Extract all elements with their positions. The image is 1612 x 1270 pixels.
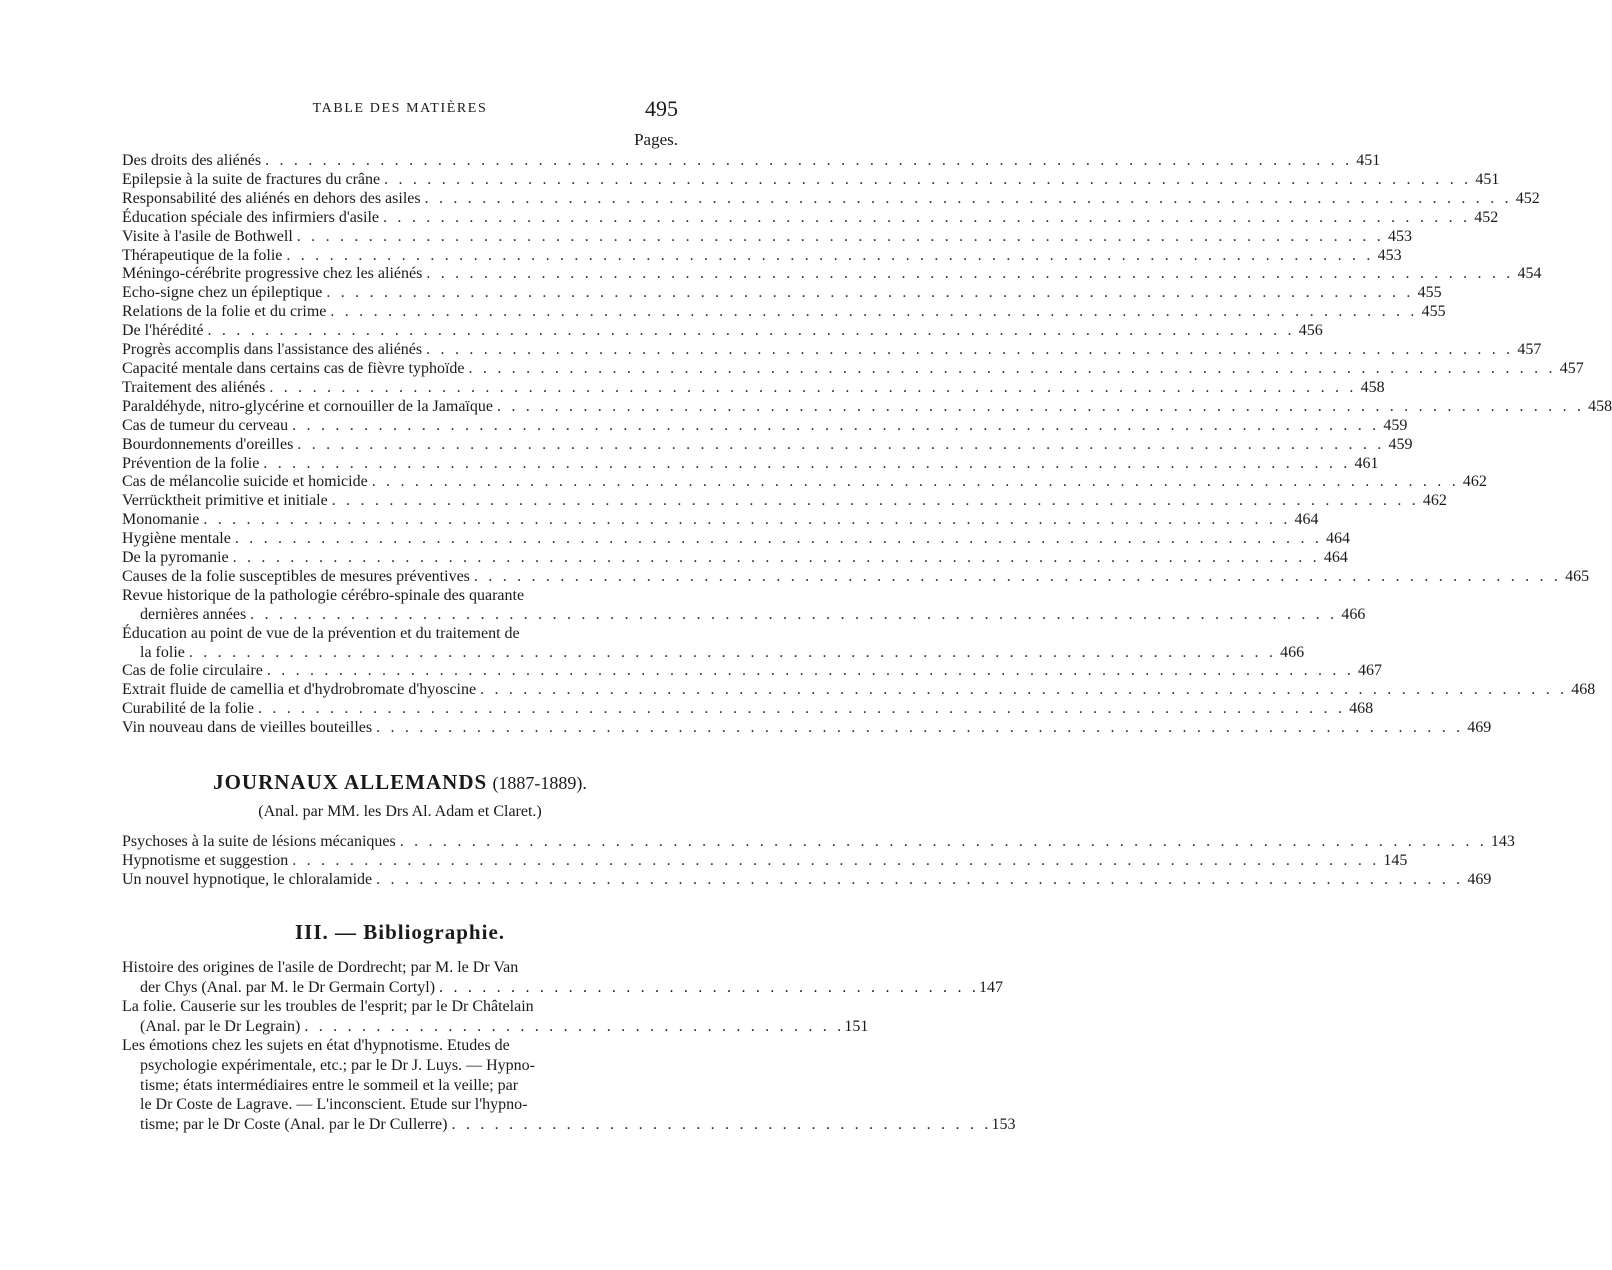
entry-title: Extrait fluide de camellia et d'hydrobromate d'hyoscine	[122, 681, 477, 699]
toc-entry	[122, 851, 1408, 871]
toc-entry	[122, 833, 1515, 852]
bibliography-list	[122, 958, 1016, 1134]
toc-entry	[122, 567, 1590, 587]
entry-page: 458	[1588, 397, 1612, 415]
entry-title-cont: la folie	[140, 643, 185, 661]
entry-text-line: Les émotions chez les sujets en état d'hypnotisme. Etudes de	[122, 1037, 510, 1055]
toc-entry	[122, 341, 1542, 360]
running-head	[122, 96, 678, 120]
toc-entry	[122, 511, 1319, 530]
leader-dots	[254, 700, 1345, 719]
entry-page: 451	[1356, 152, 1381, 169]
entry-title: Thérapeutique de la folie	[122, 246, 283, 264]
entry-title: Hygiène mentale	[122, 530, 231, 548]
entry-title: Méningo-cérébrite progressive chez les aliénés	[122, 265, 423, 283]
entry-text-line: psychologie expérimentale, etc.; par le Dr J. Luys. — Hypno-	[140, 1056, 535, 1074]
entry-text-line: tisme; états intermédiaires entre le sommeil et la veille; par	[140, 1076, 519, 1094]
entry-title-cont: der Chys (Anal. par M. le Dr Germain Cortyl)	[140, 978, 436, 996]
leader-dots	[435, 978, 979, 998]
entry-page: 464	[1294, 511, 1319, 529]
leader-dots	[229, 549, 1320, 568]
entry-text-line: Histoire des origines de l'asile de Dordrecht; par M. le Dr Van	[122, 959, 519, 976]
leader-dots	[380, 171, 1471, 190]
entry-title: Psychoses à la suite de lésions mécaniques	[122, 833, 396, 850]
toc-entry	[122, 322, 1323, 341]
toc-entry	[122, 397, 1612, 417]
section-subtitle: (Anal. par MM. les Drs Al. Adam et Claret.)	[258, 803, 542, 820]
toc-entry	[122, 359, 1584, 379]
entry-title: Bourdonnements d'oreilles	[122, 435, 294, 453]
toc-entry-continuation	[122, 643, 1305, 663]
entry-title: Cas de folie circulaire	[122, 662, 263, 680]
entry-page: 147	[979, 978, 1004, 996]
toc-entry	[122, 700, 1374, 719]
entry-title: De l'hérédité	[122, 322, 204, 340]
entry-last-line	[122, 1017, 869, 1037]
entry-page: 143	[1490, 833, 1515, 850]
entry-title: Visite à l'asile de Bothwell	[122, 227, 293, 245]
entry-page: 469	[1467, 719, 1492, 737]
entry-title: Progrès accomplis dans l'assistance des aliénés	[122, 341, 423, 359]
entry-title-line: Éducation au point de vue de la prévention et du traitement de	[122, 624, 520, 642]
entry-page: 452	[1474, 208, 1499, 226]
entry-page: 455	[1417, 284, 1442, 302]
entry-title: Hypnotisme et suggestion	[122, 851, 289, 869]
entry-title-cont: (Anal. par le Dr Legrain)	[140, 1017, 301, 1035]
leader-dots	[322, 284, 1413, 303]
toc-entry	[122, 416, 1408, 436]
bibliography-entry	[122, 997, 869, 1036]
toc-entry	[122, 189, 1540, 209]
entry-title: Vin nouveau dans de vieilles bouteilles	[122, 719, 373, 737]
entry-page: 465	[1565, 567, 1590, 585]
entry-title: Paraldéhyde, nitro-glycérine et cornouiller de la Jamaïque	[122, 397, 493, 415]
leader-dots	[231, 530, 1322, 549]
pages-column-label: Pages.	[634, 130, 678, 149]
entry-title: Relations de la folie et du crime	[122, 303, 327, 321]
leader-dots	[246, 606, 1337, 625]
entry-title: Echo-signe chez un épileptique	[122, 284, 323, 302]
leader-dots	[293, 436, 1384, 455]
entry-page: 466	[1341, 605, 1366, 623]
leader-dots	[326, 303, 1417, 322]
entry-title: Epilepsie à la suite de fractures du crâne	[122, 170, 381, 188]
entry-page: 452	[1515, 189, 1540, 207]
entry-page: 459	[1383, 416, 1408, 434]
bibliography-entry	[122, 1036, 1016, 1134]
leader-dots	[288, 852, 1379, 871]
entry-title-line: Revue historique de la pathologie cérébro-spinale des quarante	[122, 586, 525, 604]
leader-dots	[379, 209, 1470, 228]
entry-last-line	[122, 978, 1004, 998]
leader-dots	[199, 511, 1290, 530]
entry-title: Prévention de la folie	[122, 454, 260, 472]
toc-entry	[122, 227, 1412, 247]
leader-dots	[259, 455, 1350, 474]
toc-entry	[122, 473, 1487, 492]
toc-entry	[122, 662, 1383, 681]
entry-page: 469	[1467, 870, 1492, 888]
leader-dots	[368, 473, 1459, 492]
entry-page: 466	[1280, 643, 1305, 661]
leader-dots	[465, 360, 1556, 379]
entry-page: 462	[1422, 492, 1447, 510]
entry-title: Causes de la folie susceptibles de mesures préventives	[122, 567, 470, 585]
leader-dots	[300, 1017, 844, 1037]
entry-page: 153	[991, 1115, 1016, 1133]
section-years: (1887-1889).	[492, 773, 587, 793]
entry-page: 467	[1358, 662, 1383, 680]
entry-page: 454	[1517, 265, 1542, 283]
toc-entry-multiline	[122, 624, 1305, 663]
entry-title-cont: dernières années	[140, 605, 247, 623]
toc-entry	[122, 303, 1446, 322]
entry-page: 453	[1377, 246, 1402, 264]
entry-title: Curabilité de la folie	[122, 700, 254, 718]
entry-title-cont: tisme; par le Dr Coste (Anal. par le Dr Cullerre)	[140, 1115, 448, 1133]
leader-dots	[328, 492, 1419, 511]
toc-entry	[122, 530, 1351, 549]
entry-title: Verrücktheit primitive et initiale	[122, 492, 328, 510]
leader-dots	[476, 681, 1567, 700]
leader-dots	[372, 719, 1463, 738]
toc-entry	[122, 681, 1596, 700]
toc-entry	[122, 208, 1499, 228]
entry-text-line: le Dr Coste de Lagrave. — L'inconscient. Etude sur l'hypno-	[140, 1096, 528, 1114]
toc-entry-multiline	[122, 586, 1366, 625]
entry-title: De la pyromanie	[122, 549, 229, 567]
entry-page: 453	[1387, 227, 1412, 245]
entry-title: Un nouvel hypnotique, le chloralamide	[122, 870, 373, 888]
leader-dots	[372, 871, 1463, 890]
leader-dots	[293, 228, 1384, 247]
entry-page: 456	[1298, 322, 1323, 340]
section-heading-bibliographie: III. — Bibliographie.	[294, 920, 506, 944]
entry-last-line	[122, 1115, 1016, 1135]
entry-page: 458	[1360, 378, 1385, 396]
leader-dots	[263, 662, 1354, 681]
entry-page: 151	[844, 1017, 869, 1035]
entry-title: Des droits des aliénés	[122, 152, 262, 169]
toc-entry	[122, 170, 1500, 190]
toc-list-english	[122, 152, 1612, 738]
entry-title: Monomanie	[122, 511, 200, 529]
toc-entry	[122, 719, 1492, 738]
entry-page: 457	[1517, 341, 1542, 359]
toc-entry	[122, 265, 1542, 284]
entry-title: Capacité mentale dans certains cas de fièvre typhoïde	[122, 359, 465, 377]
entry-page: 461	[1354, 454, 1379, 472]
toc-entry	[122, 870, 1492, 890]
entry-title: Responsabilité des aliénés en dehors des asiles	[122, 189, 421, 207]
toc-entry	[122, 492, 1447, 511]
entry-text-line: La folie. Causerie sur les troubles de l'esprit; par le Dr Châtelain	[122, 998, 534, 1016]
entry-page: 468	[1571, 681, 1596, 699]
toc-entry-continuation	[122, 605, 1366, 625]
toc-entry	[122, 378, 1385, 398]
leader-dots	[185, 644, 1276, 663]
entry-page: 459	[1388, 435, 1413, 453]
leader-dots	[470, 568, 1561, 587]
leader-dots	[261, 152, 1352, 171]
entry-title: Cas de mélancolie suicide et homicide	[122, 473, 368, 491]
entry-page: 462	[1462, 473, 1487, 491]
toc-list-german	[122, 833, 1515, 890]
section-title: JOURNAUX ALLEMANDS	[213, 770, 488, 794]
leader-dots	[493, 398, 1584, 417]
entry-page: 457	[1559, 359, 1584, 377]
entry-title: Cas de tumeur du cerveau	[122, 416, 289, 434]
leader-dots	[396, 833, 1487, 852]
entry-title: Éducation spéciale des infirmiers d'asile	[122, 208, 380, 226]
toc-entry	[122, 454, 1379, 474]
leader-dots	[282, 247, 1373, 266]
entry-page: 464	[1326, 530, 1351, 548]
section-heading-journaux-allemands	[122, 770, 678, 795]
leader-dots	[447, 1115, 991, 1135]
entry-page: 468	[1349, 700, 1374, 718]
toc-entry	[122, 435, 1413, 455]
leader-dots	[422, 341, 1513, 360]
leader-dots	[422, 265, 1513, 284]
entry-page: 464	[1323, 549, 1348, 567]
leader-dots	[204, 322, 1295, 341]
entry-page: 455	[1421, 303, 1446, 321]
leader-dots	[265, 379, 1356, 398]
header-title: TABLE DES MATIÈRES	[312, 101, 488, 116]
page-number: 495	[645, 96, 678, 121]
toc-entry	[122, 152, 1381, 171]
toc-entry	[122, 246, 1402, 266]
toc-entry	[122, 284, 1442, 303]
toc-entry	[122, 549, 1348, 568]
leader-dots	[288, 417, 1379, 436]
entry-page: 451	[1475, 170, 1500, 188]
bibliography-entry	[122, 958, 1004, 997]
entry-page: 145	[1383, 851, 1408, 869]
entry-title: Traitement des aliénés	[122, 378, 266, 396]
leader-dots	[421, 190, 1512, 209]
